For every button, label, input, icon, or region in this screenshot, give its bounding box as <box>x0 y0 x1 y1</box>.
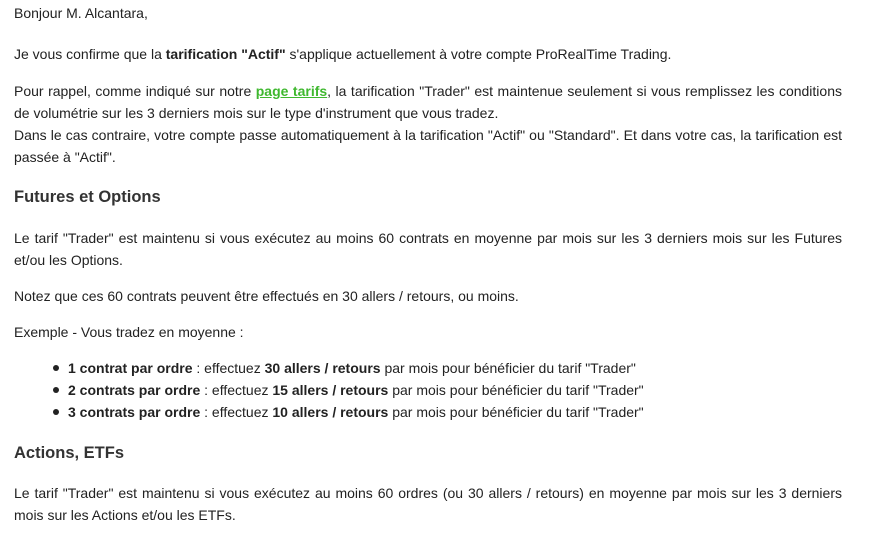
bullet-icon <box>53 387 59 393</box>
bullet-contracts: 1 contrat par ordre <box>68 360 193 376</box>
bullet-contracts: 3 contrats par ordre <box>68 404 201 420</box>
greeting: Bonjour M. Alcantara, <box>14 5 148 21</box>
bullet-after-text: par mois pour bénéficier du tarif "Trader" <box>388 382 644 398</box>
futures-paragraph: Le tarif "Trader" est maintenu si vous exécutez au moins 60 contrats en moyenne par mois sur les 3 derniers mois sur les Futures et/ou les Options. <box>14 230 842 268</box>
bullet-after-text: par mois pour bénéficier du tarif "Trader" <box>380 360 636 376</box>
bullet-after-text: par mois pour bénéficier du tarif "Trader" <box>388 404 644 420</box>
bullet-mid-text: : effectuez <box>200 404 273 420</box>
exemple-paragraph: Exemple - Vous tradez en moyenne : <box>14 324 244 340</box>
bullet-icon <box>53 409 59 415</box>
bullet-round-trips: 30 allers / retours <box>264 360 381 376</box>
confirm-paragraph <box>14 43 842 65</box>
confirm-text-before: Je vous confirme que la <box>14 46 166 62</box>
bullet-mid-text: : effectuez <box>192 360 265 376</box>
notez-paragraph: Notez que ces 60 contrats peuvent être effectués en 30 allers / retours, ou moins. <box>14 288 519 304</box>
list-item <box>68 401 644 423</box>
actions-heading: Actions, ETFs <box>14 444 125 462</box>
list-item <box>68 379 644 401</box>
rappel-paragraph <box>14 80 842 124</box>
rappel-text-before: Pour rappel, comme indiqué sur notre <box>14 83 256 99</box>
bullet-contracts: 2 contrats par ordre <box>68 382 201 398</box>
futures-heading: Futures et Options <box>14 188 161 206</box>
list-item <box>68 357 644 379</box>
bullet-icon <box>53 365 59 371</box>
bullet-mid-text: : effectuez <box>200 382 273 398</box>
confirm-text-after: s'applique actuellement à votre compte ProRealTime Trading. <box>285 46 672 62</box>
bullet-round-trips: 15 allers / retours <box>272 382 389 398</box>
contraire-paragraph: Dans le cas contraire, votre compte passe automatiquement à la tarification "Actif" ou "Standard". Et dans votre cas, la tarification est passée à "Actif". <box>14 127 842 165</box>
example-bullet-list <box>14 357 644 423</box>
rappel-text-after: , la tarification "Trader" est maintenue seulement si vous remplissez les conditions de volumétrie sur les 3 derniers mois sur le type d'instrument que vous tradez. <box>14 83 842 121</box>
actions-paragraph: Le tarif "Trader" est maintenu si vous exécutez au moins 60 ordres (ou 30 allers / retours) en moyenne par mois sur les 3 derniers mois sur les Actions et/ou les ETFs. <box>14 485 842 523</box>
confirm-bold: tarification "Actif" <box>165 46 286 62</box>
bullet-round-trips: 10 allers / retours <box>272 404 389 420</box>
page-tarifs-link[interactable]: page tarifs <box>255 83 328 99</box>
